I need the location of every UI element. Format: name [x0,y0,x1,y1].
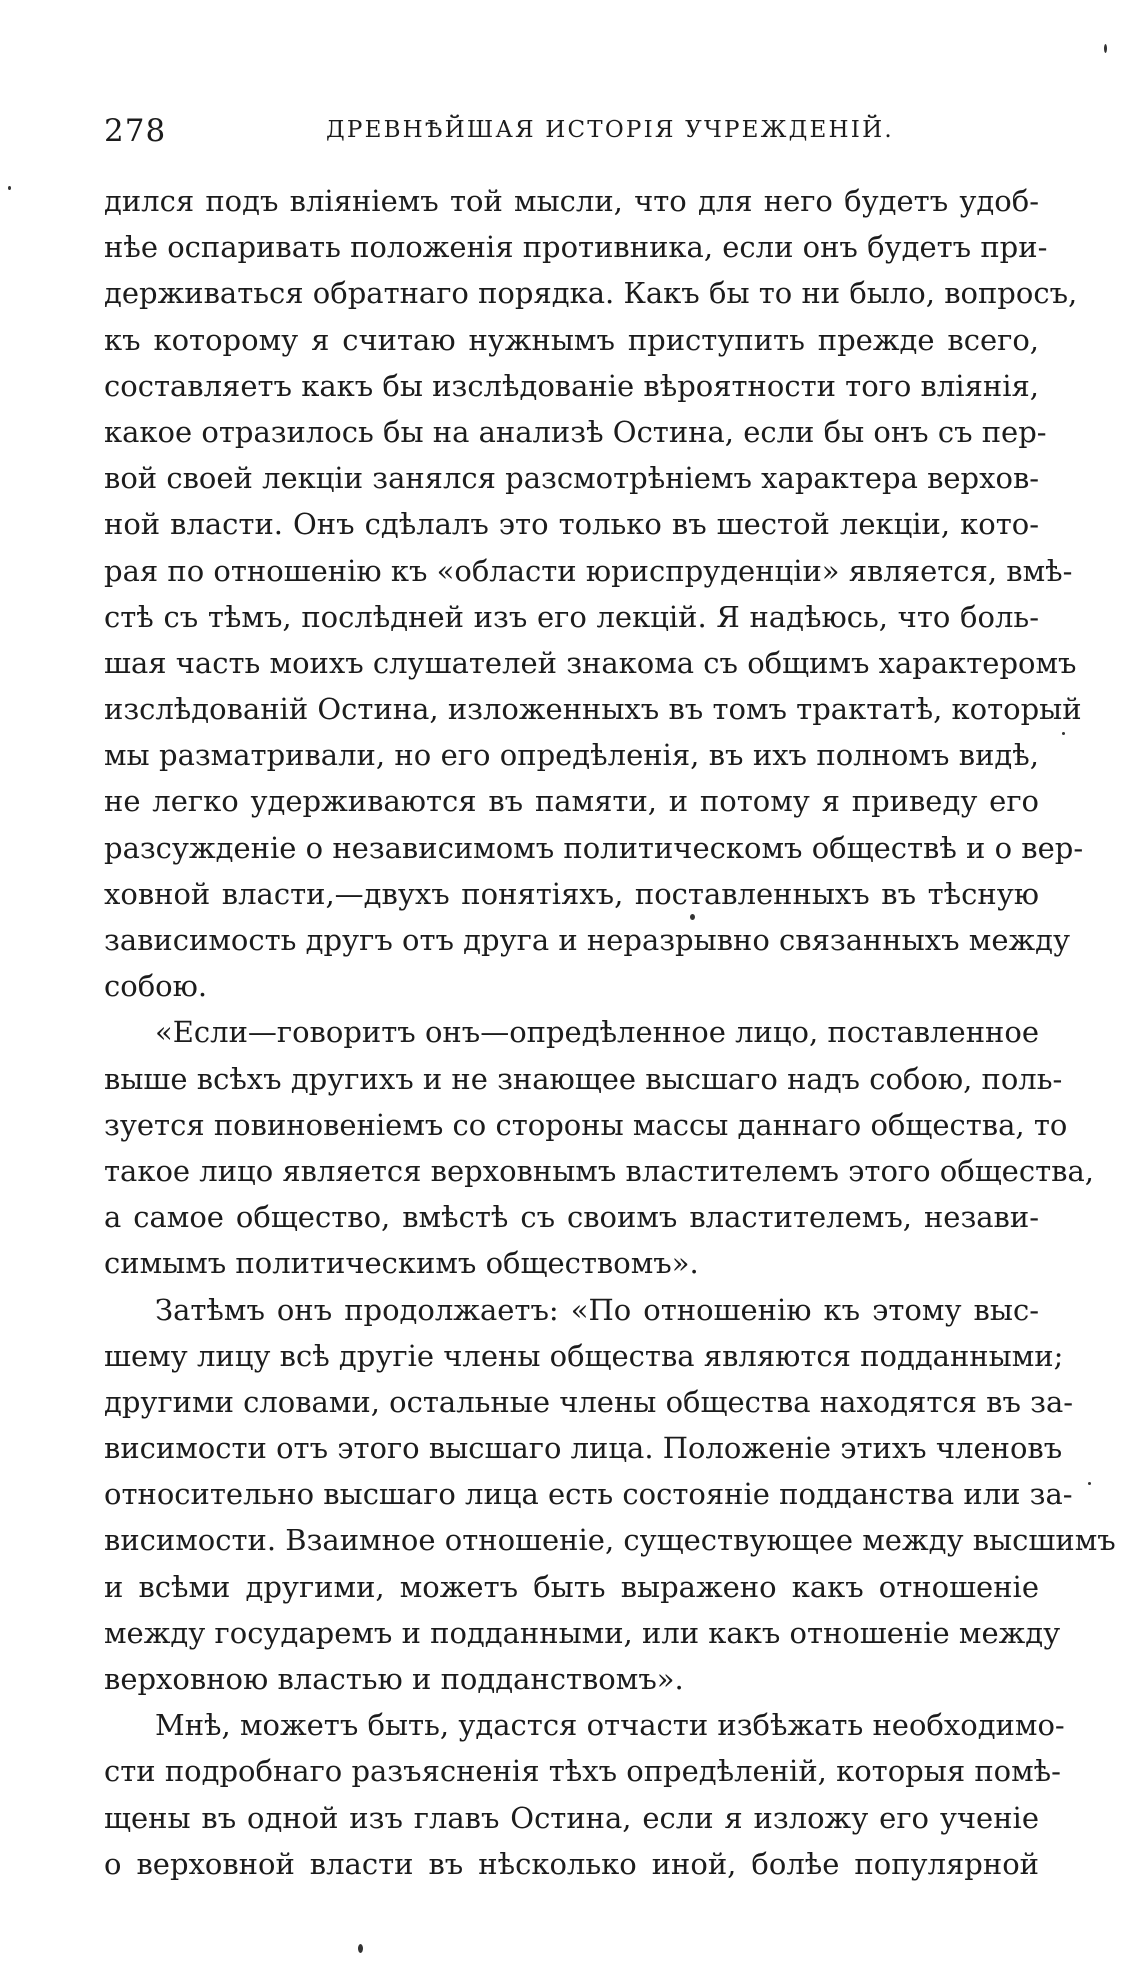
text-line: Затѣмъ онъ продолжаетъ: «По отношенію къ этому выс- [155,1292,1039,1327]
scan-speck [8,186,11,190]
text-line: дился подъ вліяніемъ той мысли, что для него будетъ удоб- [104,184,1039,218]
text-line: разсужденіе о независимомъ политическомъ обществѣ и о вер- [104,830,1084,865]
text-line: выше всѣхъ другихъ и не знающее высшаго надъ собою, поль- [104,1061,1063,1096]
text-line: «Если—говоритъ онъ—опредѣленное лицо, поставленное [155,1015,1039,1050]
page-header [104,113,1039,153]
text-line: верховною властью и подданствомъ». [104,1662,684,1696]
text-line: составляетъ какъ бы изслѣдованіе вѣроятности того вліянія, [104,368,1039,403]
scan-speck [1104,44,1107,53]
text-line: шему лицу всѣ другіе члены общества являются подданными; [104,1338,1064,1373]
text-line: рая по отношенію къ «области юриспруденціи» является, вмѣ- [104,553,1073,588]
text-line: относительно высшаго лица есть состояніе подданства или за- [104,1477,1073,1512]
text-line: держиваться обратнаго порядка. Какъ бы то ни было, вопросъ, [104,276,1078,311]
page-number: 278 [104,113,167,149]
scan-speck [1062,732,1065,735]
paragraph-4 [104,1702,1065,1887]
scan-speck [1088,1482,1091,1485]
paragraph-1 [104,178,1084,1009]
text-line: стѣ съ тѣмъ, послѣдней изъ его лекцій. Я надѣюсь, что боль- [104,599,1039,634]
text-line: висимости. Взаимное отношеніе, существующее между высшимъ [104,1523,1116,1558]
text-line: мы разматривали, но его опредѣленія, въ ихъ полномъ видѣ, [104,738,1039,773]
text-line: такое лицо является верховнымъ властителемъ этого общества, [104,1153,1094,1188]
text-line: симымъ политическимъ обществомъ». [104,1246,699,1281]
text-line: другими словами, остальные члены общества находятся въ за- [104,1384,1074,1419]
text-line: къ которому я считаю нужнымъ приступить прежде всего, [104,322,1039,357]
text-line: шая часть моихъ слушателей знакома съ общимъ характеромъ [104,645,1077,680]
text-line: висимости отъ этого высшаго лица. Положеніе этихъ членовъ [104,1431,1063,1466]
text-line: вой своей лекціи занялся разсмотрѣніемъ характера верхов- [104,461,1040,496]
text-line: ховной власти,—двухъ понятіяхъ, поставленныхъ въ тѣсную [104,876,1039,911]
text-line: между государемъ и подданными, или какъ отношеніе между [104,1615,1061,1650]
text-line: а самое общество, вмѣстѣ съ своимъ властителемъ, незави- [104,1200,1039,1235]
running-title: ДРЕВНѢЙШАЯ ИСТОРІЯ УЧРЕЖДЕНІЙ. [326,117,894,143]
text-line: о верховной власти въ нѣсколько иной, болѣе популярной [104,1846,1039,1881]
scan-speck [690,914,695,920]
scan-speck [358,1944,363,1953]
paragraph-2 [104,1009,1094,1286]
text-line: щены въ одной изъ главъ Остина, если я изложу его ученіе [104,1800,1039,1835]
text-line: Мнѣ, можетъ быть, удастся отчасти избѣжать необходимо- [155,1708,1065,1743]
paragraph-3 [104,1287,1116,1703]
text-line: зависимость другъ отъ друга и неразрывно связанныхъ между [104,923,1071,957]
text-line: и всѣми другими, можетъ быть выражено какъ отношеніе [104,1569,1039,1604]
text-line: не легко удерживаются въ памяти, и потому я приведу его [104,784,1039,819]
text-line: сти подробнаго разъясненія тѣхъ опредѣленій, которыя помѣ- [104,1754,1061,1789]
body-text [104,178,1116,1887]
text-line: какое отразилось бы на анализѣ Остина, если бы онъ съ пер- [104,414,1047,449]
text-line: нѣе оспаривать положенія противника, если онъ будетъ при- [104,230,1048,265]
text-line: собою. [104,969,208,1004]
text-line: ной власти. Онъ сдѣлалъ это только въ шестой лекціи, кото- [104,507,1039,542]
text-line: изслѣдованій Остина, изложенныхъ въ томъ трактатѣ, который [104,692,1082,727]
text-line: зуется повиновеніемъ со стороны массы даннаго общества, то [104,1107,1068,1142]
